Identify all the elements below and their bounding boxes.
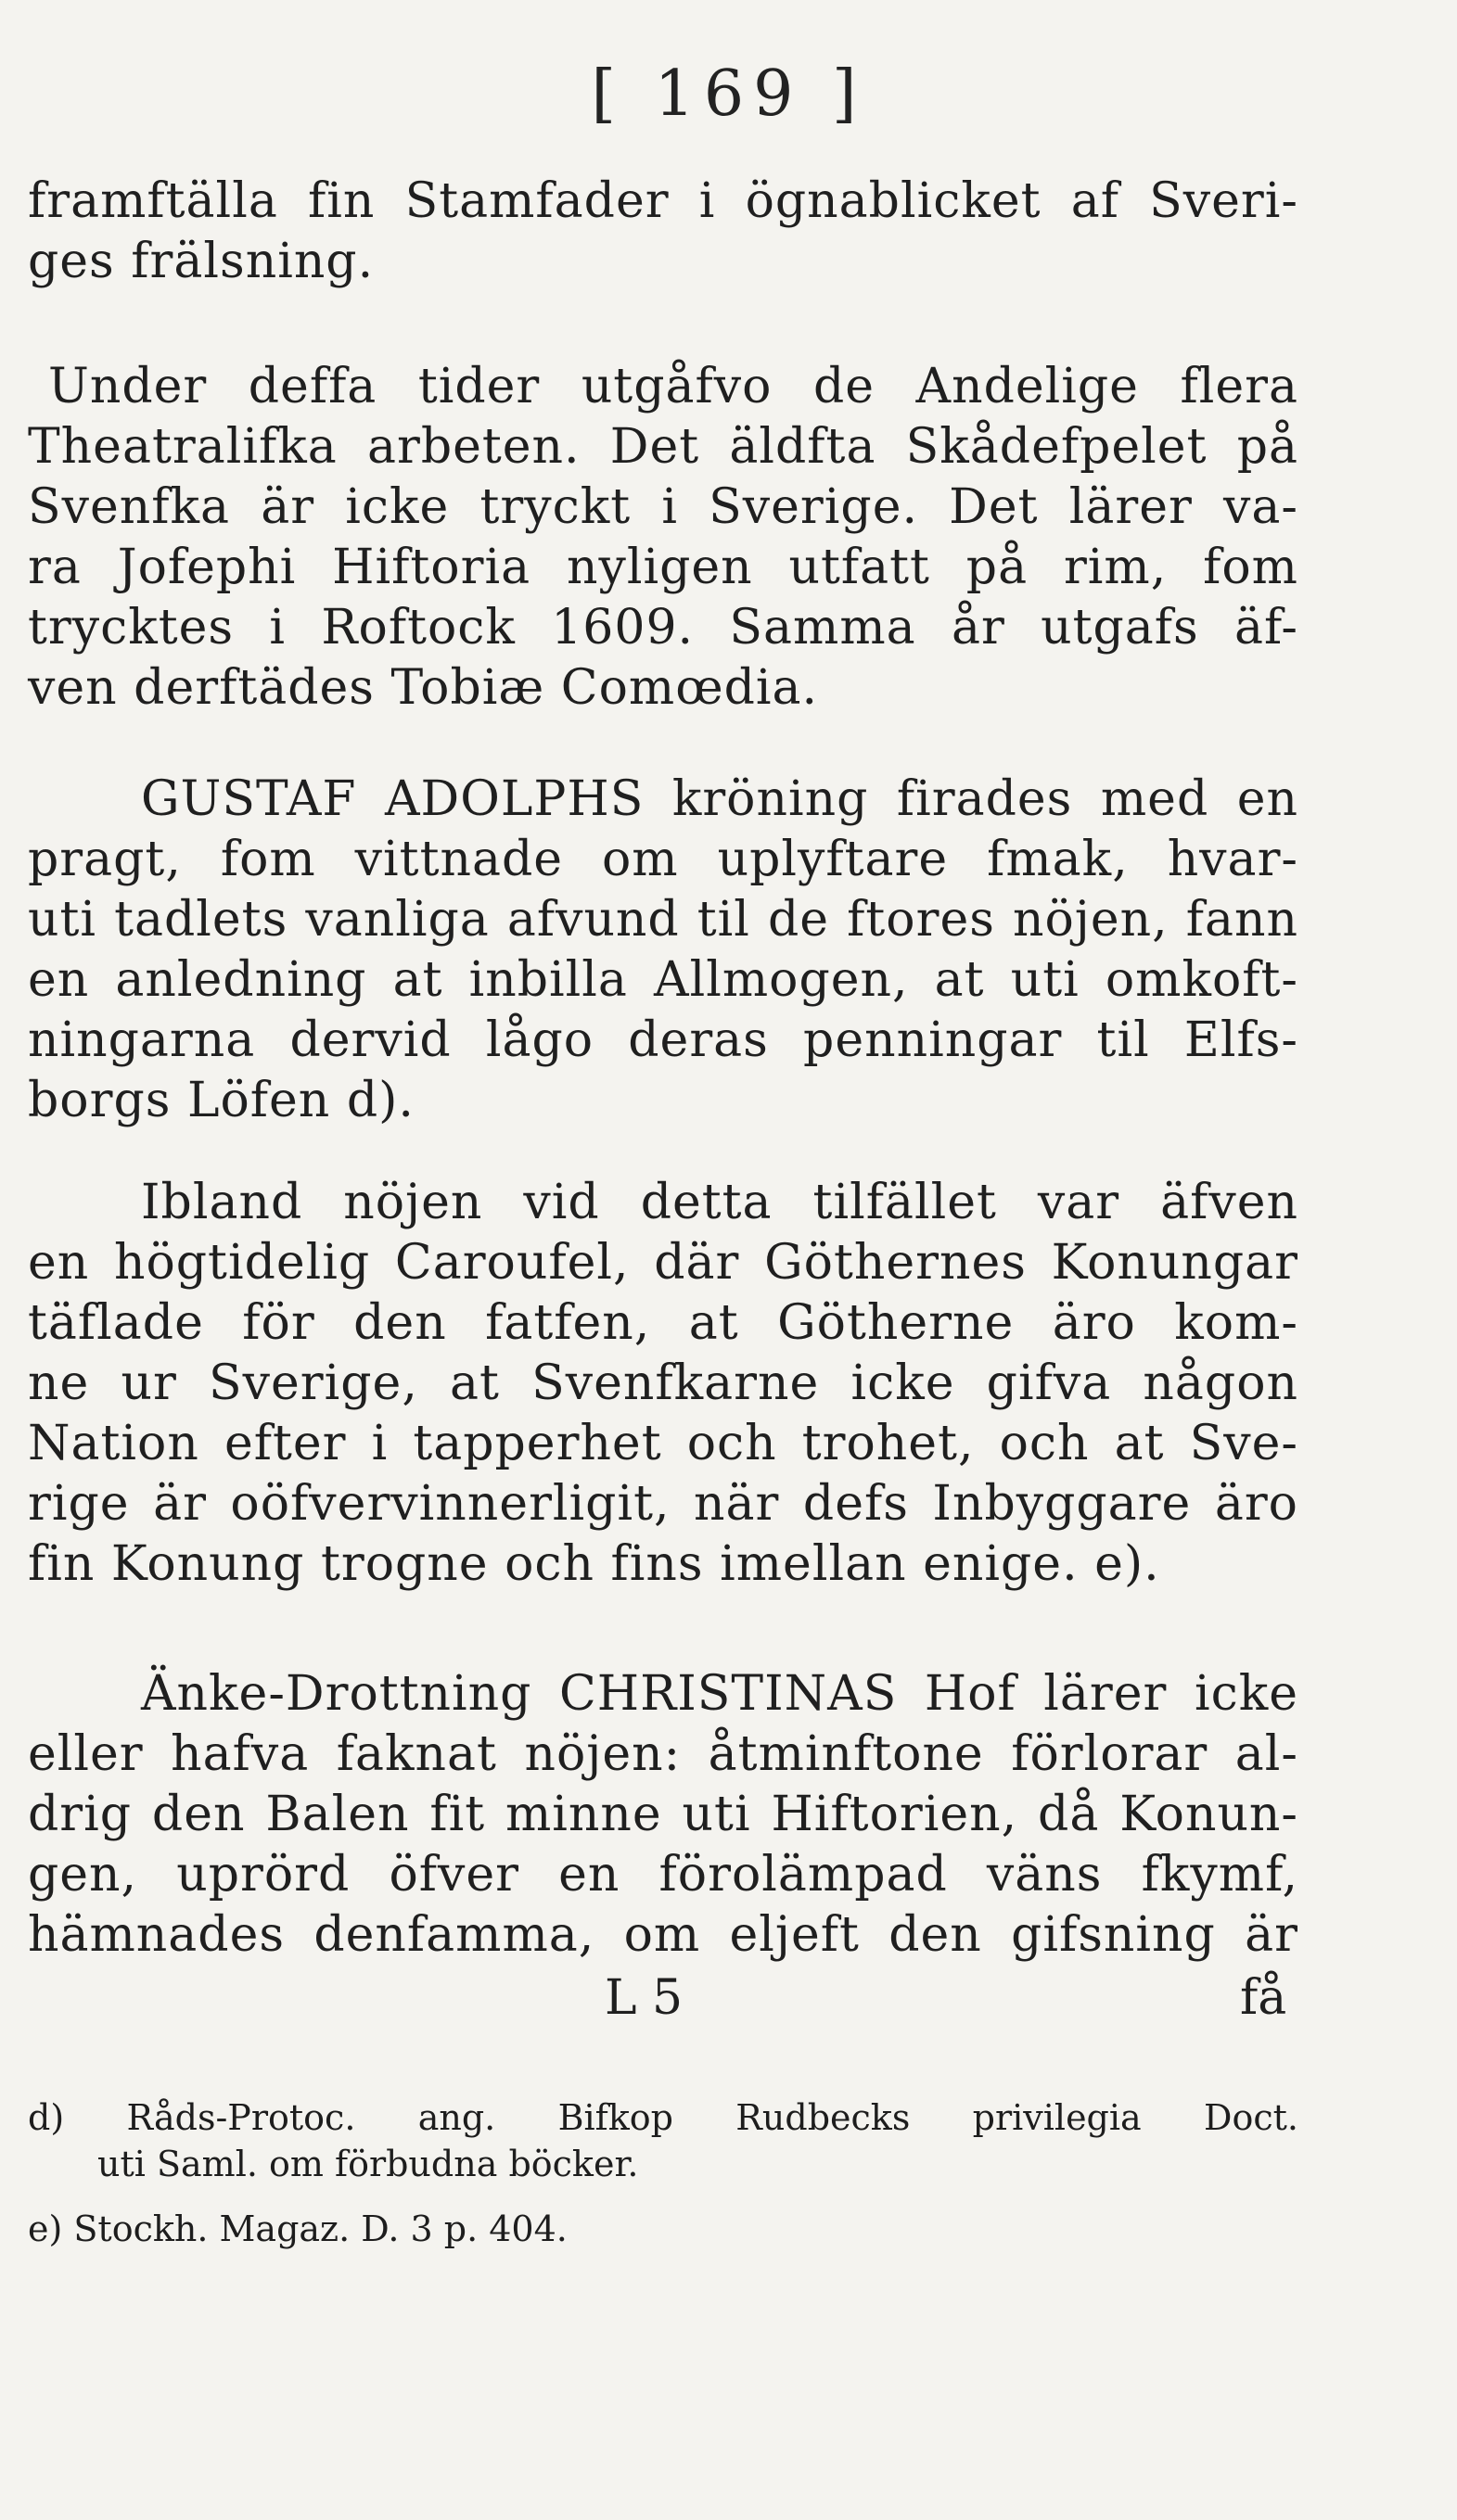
paragraph-4-line-4: ne ur Sverige, at Svenfkarne icke gifva någon	[28, 1355, 1298, 1411]
footnote-d-line-2: uti Saml. om förbudna böcker.	[97, 2144, 639, 2184]
page-number: [ 169 ]	[591, 57, 866, 131]
footnote-d-line-1: d) Råds-Protoc. ang. Bifkop Rudbecks privilegia Doct.	[28, 2097, 1298, 2138]
paragraph-3-line-6: borgs Löfen d).	[28, 1073, 415, 1128]
paragraph-1-line-1: framftälla fin Stamfader i ögnablicket af Sveri-	[28, 173, 1298, 229]
paragraph-5-line-4: gen, uprörd öfver en förolämpad väns fkymf,	[28, 1847, 1298, 1903]
paragraph-3-line-4: en anledning at inbilla Allmogen, at uti omkoft-	[28, 952, 1298, 1008]
paragraph-5-line-3: drig den Balen fit minne uti Hiftorien, då Konun-	[28, 1787, 1298, 1842]
paragraph-2-line-1: Under deffa tider utgåfvo de Andelige flera	[48, 359, 1298, 414]
paragraph-5-line-5: hämnades denfamma, om eljeft den gifsning är	[28, 1907, 1298, 1963]
paragraph-4-line-6: rige är oöfvervinnerligit, när defs Inbyggare äro	[28, 1476, 1298, 1532]
paragraph-2-line-6: ven derftädes Tobiæ Comœdia.	[28, 660, 819, 716]
paragraph-1-line-2: ges frälsning.	[28, 234, 375, 289]
catchword: få	[1240, 1970, 1287, 2026]
paragraph-3-line-2: pragt, fom vittnade om uplyftare fmak, hvar-	[28, 832, 1298, 887]
paragraph-2-line-3: Svenfka är icke tryckt i Sverige. Det lärer va-	[28, 479, 1298, 535]
paragraph-3-line-3: uti tadlets vanliga afvund til de ftores nöjen, fann	[28, 892, 1298, 948]
paragraph-4-line-2: en högtidelig Caroufel, där Göthernes Konungar	[28, 1235, 1298, 1291]
paragraph-5-line-2: eller hafva faknat nöjen: åtminftone förlorar al-	[28, 1726, 1298, 1782]
signature-mark: L 5	[605, 1970, 684, 2026]
paragraph-3-line-5: ningarna dervid lågo deras penningar til Elfs-	[28, 1012, 1298, 1068]
paragraph-4-line-5: Nation efter i tapperhet och trohet, och at Sve-	[28, 1416, 1298, 1471]
paragraph-5-line-1: Änke-Drottning CHRISTINAS Hof lärer icke	[141, 1666, 1298, 1722]
paragraph-3-line-1: GUSTAF ADOLPHS kröning firades med en	[141, 771, 1298, 827]
paragraph-2-line-4: ra Jofephi Hiftoria nyligen utfatt på rim, fom	[28, 540, 1298, 595]
paragraph-4-line-7: fin Konung trogne och fins imellan enige. e).	[28, 1536, 1160, 1592]
paragraph-4-line-3: täflade för den fatfen, at Götherne äro kom-	[28, 1295, 1298, 1351]
paragraph-4-line-1: Ibland nöjen vid detta tilfället var äfven	[141, 1175, 1298, 1230]
footnote-e-line-1: e) Stockh. Magaz. D. 3 p. 404.	[28, 2208, 568, 2249]
paragraph-2-line-5: trycktes i Roftock 1609. Samma år utgafs äf-	[28, 600, 1298, 655]
paragraph-2-line-2: Theatralifka arbeten. Det äldfta Skådefpelet på	[28, 419, 1298, 475]
